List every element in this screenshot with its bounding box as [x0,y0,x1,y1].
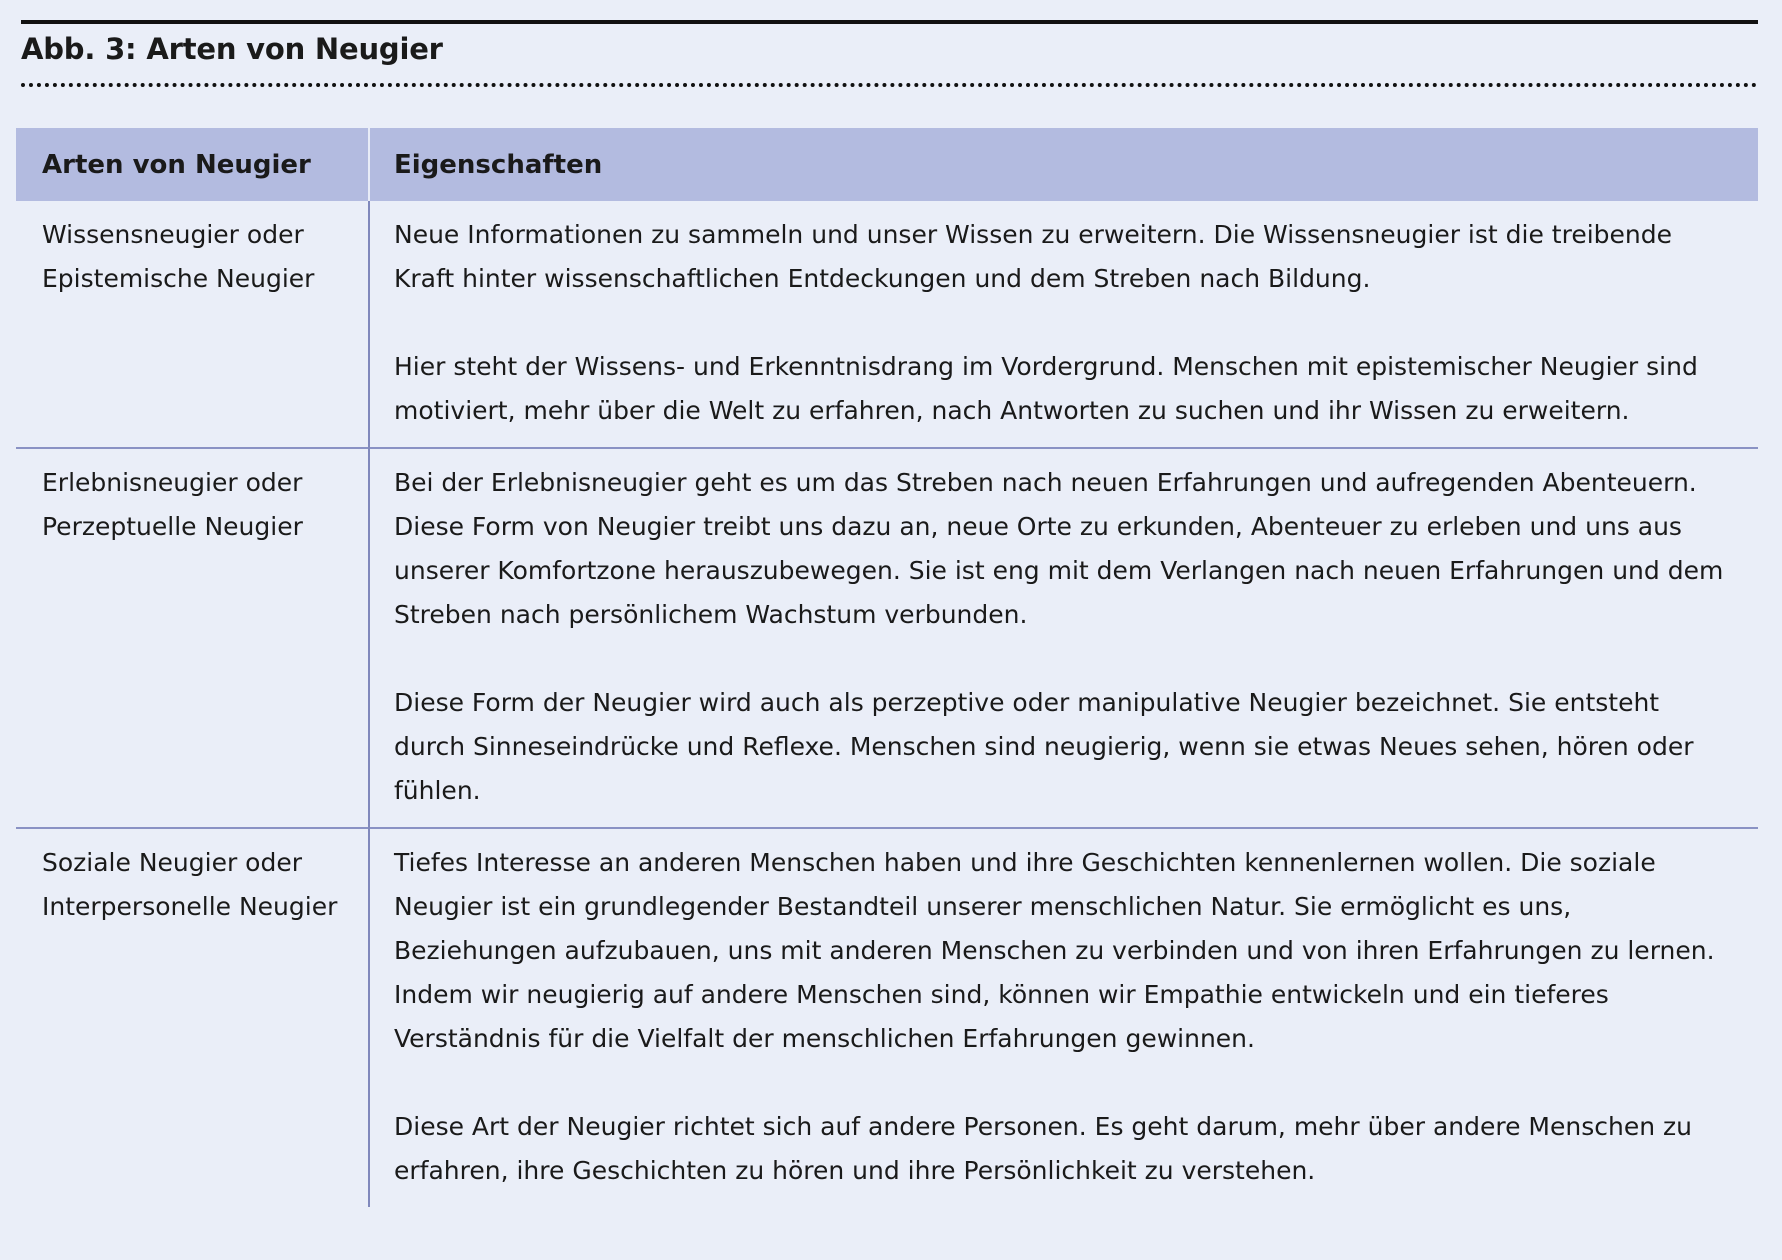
figure-title: Abb. 3: Arten von Neugier [21,32,443,66]
type-name-line: Epistemische Neugier [42,264,315,293]
description-paragraph: Diese Form der Neugier wird auch als perzeptive oder manipulative Neugier bezeichnet. Sie entsteht durch Sinneseindrücke und Reflexe. Menschen sind neugierig, wenn sie etwas Neues sehen, hören oder fühlen. [394,688,1694,805]
header-types: Arten von Neugier [16,128,369,201]
description-paragraph: Diese Art der Neugier richtet sich auf andere Personen. Es geht darum, mehr über andere Menschen zu erfahren, ihre Geschichten zu hören und ihre Persönlichkeit zu verstehen. [394,1112,1692,1185]
header-row [16,128,1758,201]
description-cell [369,448,1758,828]
description-paragraph: Hier steht der Wissens- und Erkenntnisdrang im Vordergrund. Menschen mit epistemischer Neugier sind motiviert, mehr über die Welt zu erfahren, nach Antworten zu suchen und ihr Wissen zu erweitern. [394,352,1698,425]
type-name-line: Interpersonelle Neugier [42,892,338,921]
type-name-line: Perzeptuelle Neugier [42,512,303,541]
type-name-line: Erlebnisneugier oder [42,468,303,497]
type-name-line: Wissensneugier oder [42,220,304,249]
type-cell [16,448,369,828]
top-rule [21,20,1758,24]
description-paragraph: Bei der Erlebnisneugier geht es um das Streben nach neuen Erfahrungen und aufregenden Abenteuern. Diese Form von Neugier treibt uns dazu an, neue Orte zu erkunden, Abenteuer zu erleben und uns aus unserer Komfortzone herauszubewegen. Sie ist eng mit dem Verlangen nach neuen Erfahrungen und dem Streben nach persönlichem Wachstum verbunden. [394,468,1724,629]
header-properties: Eigenschaften [369,128,1758,201]
dotted-divider [21,83,1758,87]
table-row [16,201,1758,448]
table-row [16,828,1758,1207]
table-header [16,128,1758,201]
curiosity-types-table [16,128,1758,1207]
description-paragraph: Tiefes Interesse an anderen Menschen haben und ihre Geschichten kennenlernen wollen. Die soziale Neugier ist ein grundlegender Bestandteil unserer menschlichen Natur. Sie ermöglicht es uns, Beziehungen aufzubauen, uns mit anderen Menschen zu verbinden und von ihren Erfahrungen zu lernen. Indem wir neugierig auf andere Menschen sind, können wir Empathie entwickeln und ein tieferes Verständnis für die Vielfalt der menschlichen Erfahrungen gewinnen. [394,848,1715,1053]
type-cell [16,828,369,1207]
description-paragraph: Neue Informationen zu sammeln und unser Wissen zu erweitern. Die Wissensneugier ist die treibende Kraft hinter wissenschaftlichen Entdeckungen und dem Streben nach Bildung. [394,220,1672,293]
description-cell [369,828,1758,1207]
table-body [16,201,1758,1207]
type-name-line: Soziale Neugier oder [42,848,302,877]
table-row [16,448,1758,828]
type-cell [16,201,369,448]
description-cell [369,201,1758,448]
